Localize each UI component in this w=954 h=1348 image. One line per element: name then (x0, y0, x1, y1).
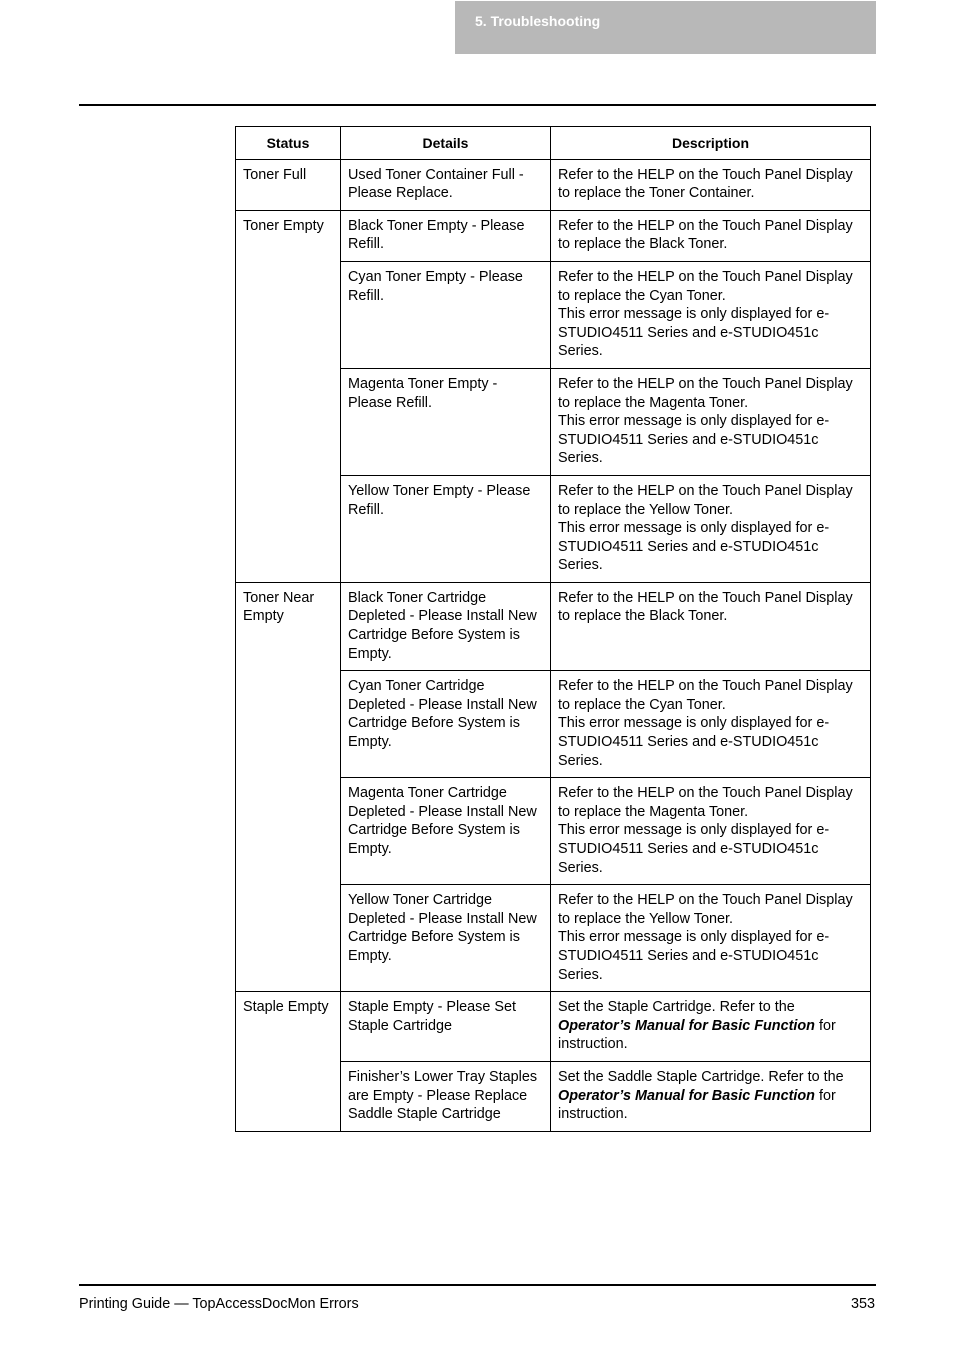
description-note: This error message is only displayed for e-STUDIO4511 Series and e-STUDIO451c Series. (558, 306, 830, 360)
description-text: Set the Saddle Staple Cartridge. Refer to the (558, 1068, 844, 1085)
error-table (235, 126, 871, 1132)
chapter-tab (455, 1, 876, 54)
details-cell: Staple Empty - Please Set Staple Cartridge (341, 992, 551, 1062)
details-cell: Magenta Toner Cartridge Depleted - Please Install New Cartridge Before System is Empty. (341, 778, 551, 885)
status-cell: Toner Full (236, 159, 341, 210)
description-text: Refer to the HELP on the Touch Panel Display to replace the Magenta Toner. (558, 785, 853, 820)
description-text-end: for instruction. (558, 1087, 836, 1123)
description-note: This error message is only displayed for e-STUDIO4511 Series and e-STUDIO451c Series. (558, 822, 830, 876)
details-cell: Yellow Toner Empty - Please Refill. (341, 475, 551, 582)
header-rule (79, 104, 876, 106)
description-text: Set the Staple Cartridge. Refer to the (558, 999, 795, 1016)
details-cell: Cyan Toner Cartridge Depleted - Please Install New Cartridge Before System is Empty. (341, 671, 551, 778)
footer-rule (79, 1284, 876, 1286)
table-header-row (236, 127, 871, 160)
description-cell (551, 992, 871, 1062)
manual-reference: Operator’s Manual for Basic Function (558, 1087, 815, 1104)
details-cell: Finisher’s Lower Tray Staples are Empty - Please Replace Saddle Staple Cartridge (341, 1061, 551, 1131)
description-text: Refer to the HELP on the Touch Panel Display to replace the Magenta Toner. (558, 375, 853, 411)
table-row (236, 582, 871, 670)
details-cell: Black Toner Cartridge Depleted - Please Install New Cartridge Before System is Empty. (341, 582, 551, 670)
details-cell: Magenta Toner Empty - Please Refill. (341, 368, 551, 475)
description-text: Refer to the HELP on the Touch Panel Display to replace the Yellow Toner. (558, 892, 853, 927)
footer-title: Printing Guide — TopAccessDocMon Errors (79, 1296, 359, 1312)
description-cell (551, 671, 871, 778)
description-cell (551, 582, 871, 670)
column-header-description: Description (551, 127, 871, 160)
description-cell (551, 368, 871, 475)
description-cell (551, 1061, 871, 1131)
details-cell: Cyan Toner Empty - Please Refill. (341, 261, 551, 368)
page-number: 353 (850, 1296, 875, 1312)
description-text: Refer to the HELP on the Touch Panel Display to replace the Toner Container. (558, 166, 853, 202)
column-header-status: Status (236, 127, 341, 160)
column-header-details: Details (341, 127, 551, 160)
table-row (236, 159, 871, 210)
description-text: Refer to the HELP on the Touch Panel Display to replace the Cyan Toner. (558, 268, 853, 304)
description-note: This error message is only displayed for e-STUDIO4511 Series and e-STUDIO451c Series. (558, 715, 830, 769)
description-text: Refer to the HELP on the Touch Panel Display to replace the Yellow Toner. (558, 482, 853, 518)
chapter-title: 5. Troubleshooting (475, 13, 601, 29)
description-note: This error message is only displayed for e-STUDIO4511 Series and e-STUDIO451c Series. (558, 413, 830, 467)
description-cell (551, 885, 871, 992)
details-cell: Used Toner Container Full - Please Replace. (341, 159, 551, 210)
status-cell: Staple Empty (236, 992, 341, 1132)
description-text-end: for instruction. (558, 1017, 836, 1053)
description-note: This error message is only displayed for e-STUDIO4511 Series and e-STUDIO451c Series. (558, 929, 830, 983)
details-cell: Black Toner Empty - Please Refill. (341, 210, 551, 261)
description-cell (551, 159, 871, 210)
description-text: Refer to the HELP on the Touch Panel Display to replace the Black Toner. (558, 217, 853, 253)
description-cell (551, 778, 871, 885)
status-cell: Toner Empty (236, 210, 341, 582)
description-text: Refer to the HELP on the Touch Panel Display to replace the Black Toner. (558, 589, 853, 625)
table-row (236, 210, 871, 261)
manual-reference: Operator’s Manual for Basic Function (558, 1017, 815, 1034)
details-cell: Yellow Toner Cartridge Depleted - Please Install New Cartridge Before System is Empty. (341, 885, 551, 992)
description-text: Refer to the HELP on the Touch Panel Display to replace the Cyan Toner. (558, 678, 853, 713)
table-row (236, 992, 871, 1062)
description-cell (551, 475, 871, 582)
description-cell (551, 261, 871, 368)
status-cell: Toner Near Empty (236, 582, 341, 991)
description-note: This error message is only displayed for e-STUDIO4511 Series and e-STUDIO451c Series. (558, 520, 830, 574)
description-cell (551, 210, 871, 261)
